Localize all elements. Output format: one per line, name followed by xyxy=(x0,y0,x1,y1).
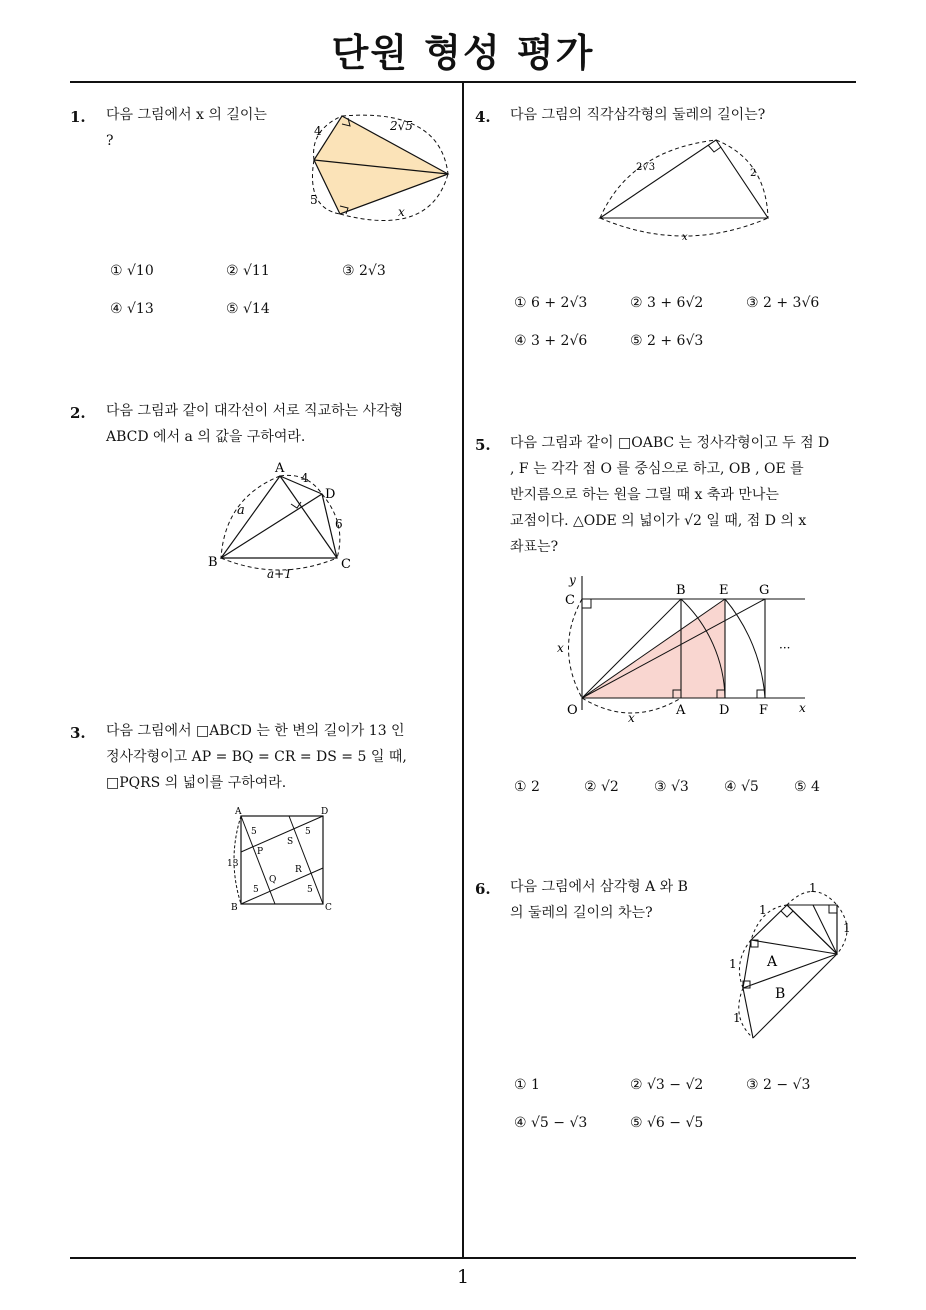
figure-kite xyxy=(300,108,460,228)
question-line: ? xyxy=(106,133,114,149)
figure-label: A xyxy=(275,461,285,476)
figure-label: x xyxy=(799,701,806,715)
question-line: , F 는 각각 점 O 를 중심으로 하고, OB , OE 를 xyxy=(510,461,804,477)
question-text xyxy=(510,874,730,926)
choice-1[interactable]: ① 6 + 2√3 xyxy=(514,295,588,311)
figure-label: D xyxy=(321,807,329,817)
figure-label: 1 xyxy=(809,881,817,895)
figure-label: Q xyxy=(269,875,277,885)
question-text xyxy=(510,102,850,128)
figure-label: x xyxy=(628,711,635,725)
question-line: 정사각형이고 AP = BQ = CR = DS = 5 일 때, xyxy=(106,749,407,765)
question-line: 다음 그림과 같이 대각선이 서로 직교하는 사각형 xyxy=(106,403,404,419)
figure-label: 13 xyxy=(227,859,239,869)
figure-label: 5 xyxy=(307,885,313,895)
question-line: 다음 그림과 같이 □OABC 는 정사각형이고 두 점 D xyxy=(510,435,830,451)
figure-label: E xyxy=(719,583,729,598)
figure-label: 5 xyxy=(310,193,318,207)
question-number: 1. xyxy=(70,108,86,126)
figure-label: 2√3 xyxy=(636,162,656,173)
figure-label: a+1 xyxy=(267,567,292,581)
figure-label: F xyxy=(759,703,769,718)
figure-label: 2√5 xyxy=(390,119,413,133)
figure-label: x xyxy=(557,641,564,655)
question-number: 4. xyxy=(475,108,491,126)
choice-4[interactable]: ④ 3 + 2√6 xyxy=(514,333,588,349)
choice-2[interactable]: ② 3 + 6√2 xyxy=(630,295,704,311)
figure-label: 6 xyxy=(335,517,343,531)
page-title: 단원 형성 평가 xyxy=(331,31,595,75)
choice-5[interactable]: ⑤ 4 xyxy=(794,779,820,795)
choice-4[interactable]: ④ √13 xyxy=(110,301,154,317)
choice-5[interactable]: ⑤ 2 + 6√3 xyxy=(630,333,704,349)
figure-label: O xyxy=(567,703,578,718)
question-text xyxy=(106,718,446,796)
figure-label: 4 xyxy=(314,124,322,138)
figure-quadrilateral xyxy=(205,458,365,581)
figure-label: 5 xyxy=(305,827,311,837)
question-line: 다음 그림에서 □ABCD 는 한 변의 길이가 13 인 xyxy=(106,723,405,739)
choice-3[interactable]: ③ 2 + 3√6 xyxy=(746,295,820,311)
question-line: 의 둘레의 길이의 차는? xyxy=(510,905,653,921)
choice-5[interactable]: ⑤ √14 xyxy=(226,301,270,317)
figure-label: C xyxy=(325,903,332,913)
question-line: □PQRS 의 넓이를 구하여라. xyxy=(106,775,287,791)
figure-label: C xyxy=(341,557,351,572)
question-line: 좌표는? xyxy=(510,539,559,555)
figure-label: B xyxy=(775,986,786,1002)
question-line: 다음 그림의 직각삼각형의 둘레의 길이는? xyxy=(510,107,766,123)
figure-label: S xyxy=(287,837,294,847)
figure-label: P xyxy=(257,847,264,857)
figure-label: 1 xyxy=(729,957,737,971)
figure-label: C xyxy=(565,593,575,608)
column-divider xyxy=(462,83,464,1257)
question-line: 다음 그림에서 삼각형 A 와 B xyxy=(510,879,688,895)
question-number: 3. xyxy=(70,724,86,742)
question-line: ABCD 에서 a 의 값을 구하여라. xyxy=(106,429,306,445)
figure-label: R xyxy=(295,865,302,875)
figure-label: 4 xyxy=(301,471,309,485)
choice-4[interactable]: ④ √5 − √3 xyxy=(514,1115,588,1131)
question-text xyxy=(106,102,306,154)
figure-label: B xyxy=(208,555,218,570)
question-text xyxy=(510,430,860,560)
figure-spiral-triangles xyxy=(725,878,855,1048)
figure-label: A xyxy=(235,807,242,817)
figure-coordinate-plane xyxy=(555,572,815,752)
choice-3[interactable]: ③ 2√3 xyxy=(342,263,386,279)
figure-label: D xyxy=(325,487,336,502)
choice-4[interactable]: ④ √5 xyxy=(724,779,759,795)
bottom-rule xyxy=(70,1257,856,1259)
question-number: 6. xyxy=(475,880,491,898)
figure-label: x xyxy=(398,205,405,219)
figure-label: G xyxy=(759,583,770,598)
choice-5[interactable]: ⑤ √6 − √5 xyxy=(630,1115,704,1131)
figure-label: 1 xyxy=(843,921,851,935)
figure-label: 2 xyxy=(750,168,757,179)
question-line: 다음 그림에서 x 의 길이는 xyxy=(106,107,267,123)
figure-label: x xyxy=(682,232,688,243)
choice-2[interactable]: ② √11 xyxy=(226,263,270,279)
figure-label: A xyxy=(676,703,686,718)
figure-label: B xyxy=(676,583,686,598)
choice-3[interactable]: ③ 2 − √3 xyxy=(746,1077,811,1093)
figure-label: y xyxy=(569,573,576,587)
figure-label: A xyxy=(767,954,778,970)
page-number: 1 xyxy=(456,1266,470,1288)
choice-1[interactable]: ① √10 xyxy=(110,263,154,279)
question-text xyxy=(106,398,446,450)
figure-right-triangle xyxy=(590,130,780,242)
question-number: 2. xyxy=(70,404,86,422)
figure-label: a xyxy=(237,503,245,518)
question-line: 교점이다. △ODE 의 넓이가 √2 일 때, 점 D 의 x xyxy=(510,513,807,529)
figure-label: B xyxy=(231,903,238,913)
question-line: 반지름으로 하는 원을 그릴 때 x 축과 만나는 xyxy=(510,487,779,503)
figure-label: ··· xyxy=(779,641,791,655)
figure-label: 1 xyxy=(733,1011,741,1025)
figure-square xyxy=(225,806,345,916)
figure-label: 5 xyxy=(253,885,259,895)
choice-1[interactable]: ① 1 xyxy=(514,1077,540,1093)
figure-label: 5 xyxy=(251,827,257,837)
figure-label: 1 xyxy=(759,903,767,917)
choice-1[interactable]: ① 2 xyxy=(514,779,540,795)
choice-3[interactable]: ③ √3 xyxy=(654,779,689,795)
figure-label: D xyxy=(719,703,730,718)
choice-2[interactable]: ② √2 xyxy=(584,779,619,795)
choice-2[interactable]: ② √3 − √2 xyxy=(630,1077,704,1093)
question-number: 5. xyxy=(475,436,491,454)
